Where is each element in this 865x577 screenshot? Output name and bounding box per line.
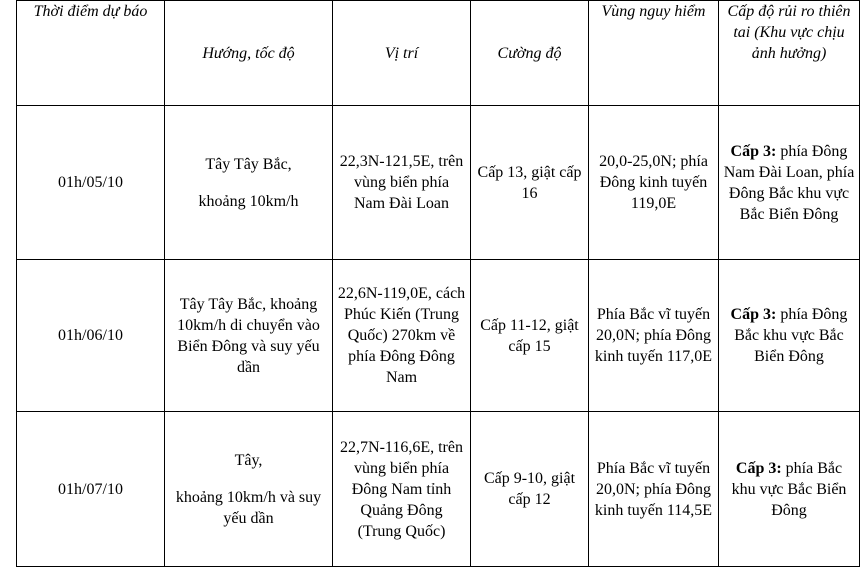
cell-intensity: Cấp 13, giật cấp 16 [471, 106, 589, 260]
header-direction: Hướng, tốc độ [165, 1, 333, 106]
cell-risk [719, 260, 860, 412]
cell-direction [165, 412, 333, 567]
header-row [17, 1, 860, 106]
risk-level: Cấp 3: [730, 306, 777, 323]
direction-line-1: Tây, [234, 451, 263, 469]
cell-danger-zone: Phía Bắc vĩ tuyến 20,0N; phía Đông kinh tuyến 117,0E [589, 260, 719, 412]
cell-risk [719, 106, 860, 260]
direction-line-2: khoảng 10km/h và suy yếu dần [175, 488, 322, 527]
direction-line-2: khoảng 10km/h [198, 192, 299, 210]
cell-risk [719, 412, 860, 567]
cell-direction [165, 260, 333, 412]
direction-line-1: Tây Tây Bắc, khoảng 10km/h di chuyển vào Biển Đông và suy yếu dần [177, 295, 320, 376]
forecast-table [16, 0, 860, 567]
direction-line-1: Tây Tây Bắc, [205, 155, 292, 173]
cell-position: 22,7N-116,6E, trên vùng biển phía Đông Nam tỉnh Quảng Đông (Trung Quốc) [333, 412, 471, 567]
header-position: Vị trí [333, 1, 471, 106]
cell-intensity: Cấp 9-10, giật cấp 12 [471, 412, 589, 567]
risk-area: phía Đông Nam Đài Loan, phía Đông Bắc khu vực Bắc Biển Đông [723, 142, 855, 223]
cell-time: 01h/06/10 [17, 260, 165, 412]
cell-position: 22,3N-121,5E, trên vùng biển phía Nam Đài Loan [333, 106, 471, 260]
table-row [17, 412, 860, 567]
risk-level: Cấp 3: [735, 459, 782, 477]
header-risk-level: Cấp độ rủi ro thiên tai (Khu vực chịu ảnh hưởng) [719, 1, 860, 106]
cell-time: 01h/05/10 [17, 106, 165, 260]
cell-danger-zone: 20,0-25,0N; phía Đông kinh tuyến 119,0E [589, 106, 719, 260]
cell-time: 01h/07/10 [17, 412, 165, 567]
cell-direction [165, 106, 333, 260]
header-time: Thời điểm dự báo [17, 1, 165, 106]
header-intensity: Cường độ [471, 1, 589, 106]
risk-level: Cấp 3: [730, 142, 777, 160]
risk-area: phía Đông Bắc khu vực Bắc Biển Đông [734, 306, 848, 365]
cell-danger-zone: Phía Bắc vĩ tuyến 20,0N; phía Đông kinh tuyến 114,5E [589, 412, 719, 567]
risk-area: phía Bắc khu vực Bắc Biển Đông [731, 459, 847, 519]
table-row [17, 260, 860, 412]
header-danger-zone: Vùng nguy hiểm [589, 1, 719, 106]
cell-intensity: Cấp 11-12, giật cấp 15 [471, 260, 589, 412]
cell-position: 22,6N-119,0E, cách Phúc Kiến (Trung Quốc) 270km về phía Đông Đông Nam [333, 260, 471, 412]
table-row [17, 106, 860, 260]
